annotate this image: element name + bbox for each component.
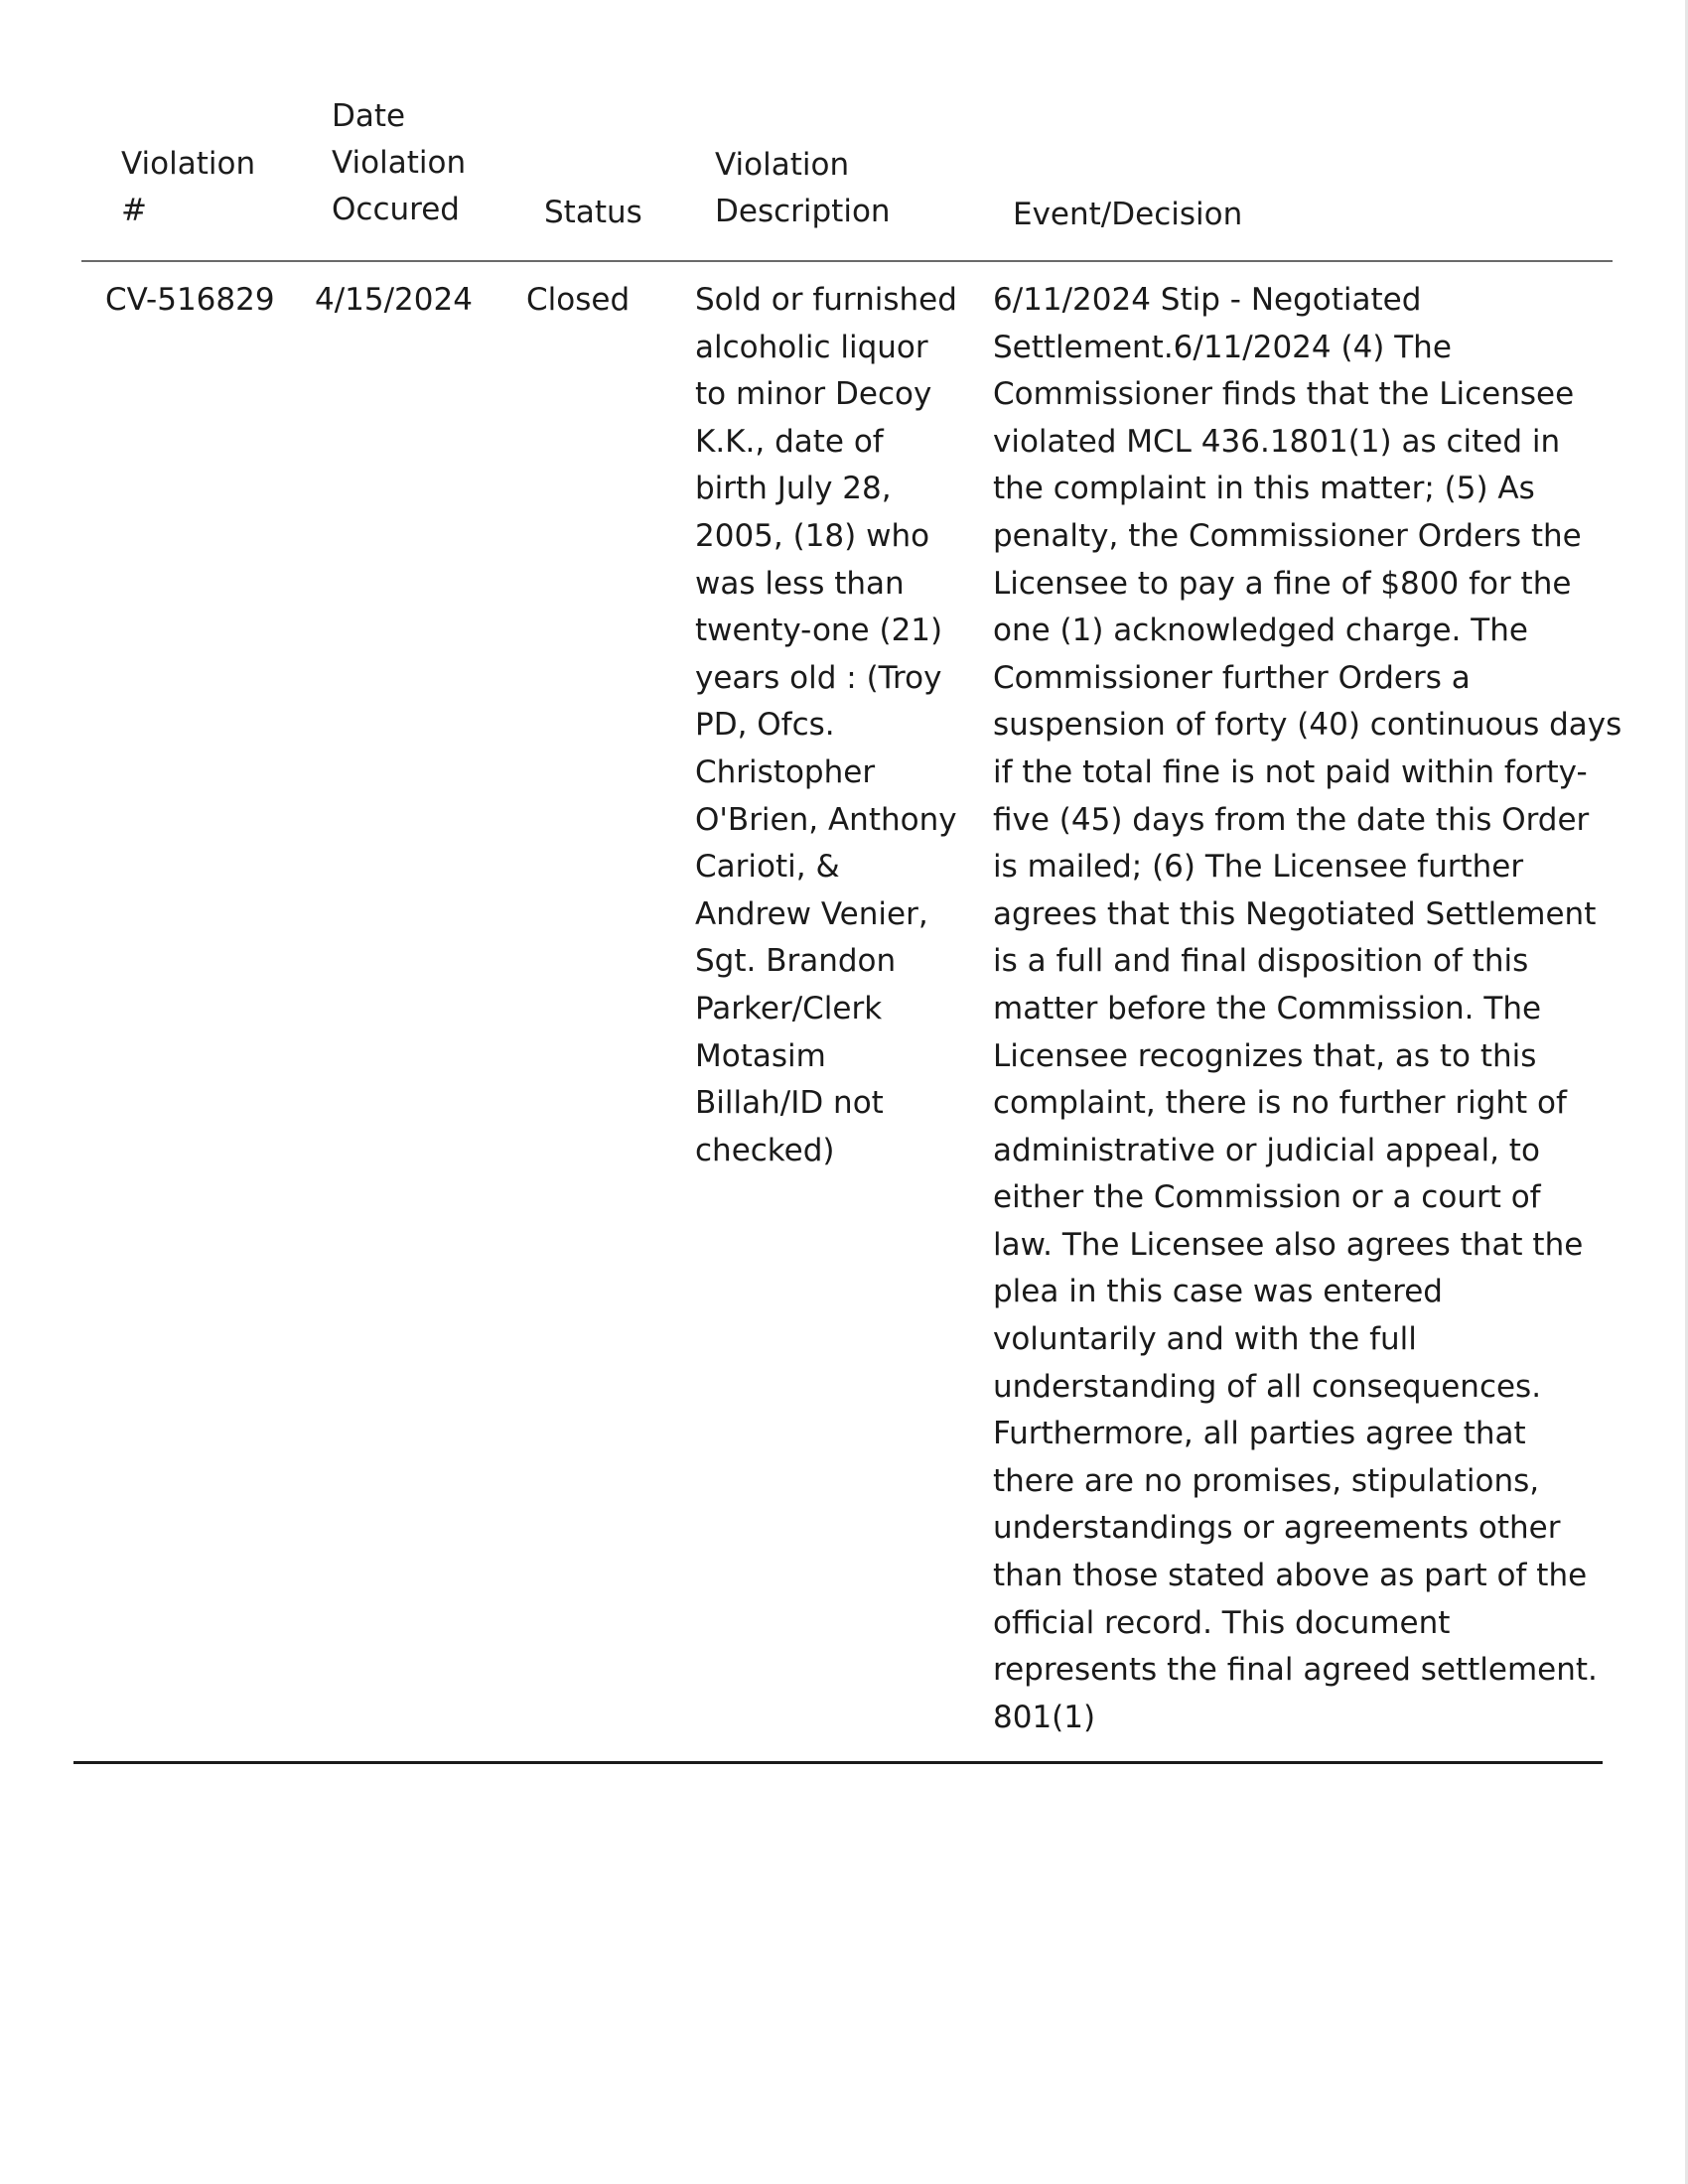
cell-violation-description [695, 277, 963, 1174]
event-decision-line: is a full and final disposition of this [993, 943, 1529, 980]
event-decision-line: official record. This document [993, 1604, 1451, 1641]
event-decision-line: matter before the Commission. The [993, 990, 1542, 1026]
violation-description-line: was less than [695, 565, 905, 602]
header-line: Occured [332, 192, 460, 227]
header-line: # [121, 193, 147, 228]
event-decision-line: 6/11/2024 Stip - Negotiated [993, 282, 1422, 318]
header-line: Event/Decision [1013, 197, 1243, 232]
event-decision-line: Commissioner finds that the Licensee [993, 376, 1575, 413]
event-decision-line: there are no promises, stipulations, [993, 1462, 1540, 1499]
violation-description-line: Carioti, & [695, 849, 840, 886]
event-decision-line: one (1) acknowledged charge. The [993, 613, 1528, 649]
event-decision-line: penalty, the Commissioner Orders the [993, 517, 1582, 554]
event-decision-line: agrees that this Negotiated Settlement [993, 895, 1597, 932]
event-decision-line: is mailed; (6) The Licensee further [993, 849, 1524, 886]
header-line: Date [332, 98, 406, 134]
event-decision-line: if the total fine is not paid within forty- [993, 753, 1588, 790]
event-decision-line: voluntarily and with the full [993, 1321, 1417, 1358]
cell-violation-number: CV-516829 [105, 282, 275, 318]
violation-description-line: Motasim [695, 1037, 826, 1074]
violation-description-line: Sgt. Brandon [695, 943, 897, 980]
violation-description-line: PD, Ofcs. [695, 707, 835, 744]
cell-event-decision [993, 277, 1622, 1741]
header-date-violation-occured [332, 93, 510, 233]
cell-date-violation-occured: 4/15/2024 [315, 282, 473, 318]
event-decision-line: represents the final agreed settlement. [993, 1652, 1598, 1689]
event-decision-line: understanding of all consequences. [993, 1368, 1542, 1405]
event-decision-lines [993, 277, 1622, 1741]
violation-description-line: Sold or furnished [695, 282, 957, 318]
violation-description-line: K.K., date of [695, 423, 884, 460]
header-status [544, 190, 693, 236]
header-line: Violation [121, 146, 256, 182]
header-divider [81, 260, 1613, 262]
event-decision-line: Commissioner further Orders a [993, 659, 1471, 696]
header-violation-number [121, 141, 300, 234]
event-decision-line: Settlement.6/11/2024 (4) The [993, 329, 1452, 365]
violation-description-line: Parker/Clerk [695, 990, 883, 1026]
header-event-decision [1013, 192, 1331, 238]
header-line: Description [715, 194, 891, 229]
event-decision-line: the complaint in this matter; (5) As [993, 471, 1535, 507]
event-decision-line: understandings or agreements other [993, 1510, 1561, 1547]
event-decision-line: complaint, there is no further right of [993, 1085, 1567, 1122]
header-violation-description [715, 142, 933, 235]
violation-description-line: Andrew Venier, [695, 895, 928, 932]
header-line: Status [544, 195, 642, 230]
event-decision-line: Furthermore, all parties agree that [993, 1416, 1526, 1452]
violation-description-line: 2005, (18) who [695, 517, 930, 554]
violation-description-line: O'Brien, Anthony [695, 801, 957, 838]
header-line: Violation [332, 145, 467, 181]
event-decision-line: violated MCL 436.1801(1) as cited in [993, 423, 1561, 460]
violation-description-line: birth July 28, [695, 471, 892, 507]
event-decision-line: administrative or judicial appeal, to [993, 1132, 1540, 1168]
violation-description-line: to minor Decoy [695, 376, 932, 413]
violation-description-line: checked) [695, 1132, 835, 1168]
event-decision-line: suspension of forty (40) continuous days [993, 707, 1622, 744]
violation-description-line: Billah/ID not [695, 1085, 884, 1122]
event-decision-line: either the Commission or a court of [993, 1179, 1541, 1216]
event-decision-line: plea in this case was entered [993, 1274, 1443, 1310]
cell-status: Closed [526, 282, 631, 318]
event-decision-line: law. The Licensee also agrees that the [993, 1226, 1584, 1263]
violation-description-line: Christopher [695, 753, 876, 790]
event-decision-line: Licensee recognizes that, as to this [993, 1037, 1537, 1074]
event-decision-line: than those stated above as part of the [993, 1558, 1588, 1594]
header-line: Violation [715, 147, 850, 183]
violation-description-line: years old : (Troy [695, 659, 942, 696]
table-bottom-divider [73, 1761, 1603, 1764]
violation-description-line: twenty-one (21) [695, 613, 943, 649]
event-decision-line: 801(1) [993, 1699, 1096, 1735]
event-decision-line: Licensee to pay a fine of $800 for the [993, 565, 1572, 602]
event-decision-line: five (45) days from the date this Order [993, 801, 1590, 838]
violation-description-lines [695, 277, 963, 1174]
violation-description-line: alcoholic liquor [695, 329, 928, 365]
